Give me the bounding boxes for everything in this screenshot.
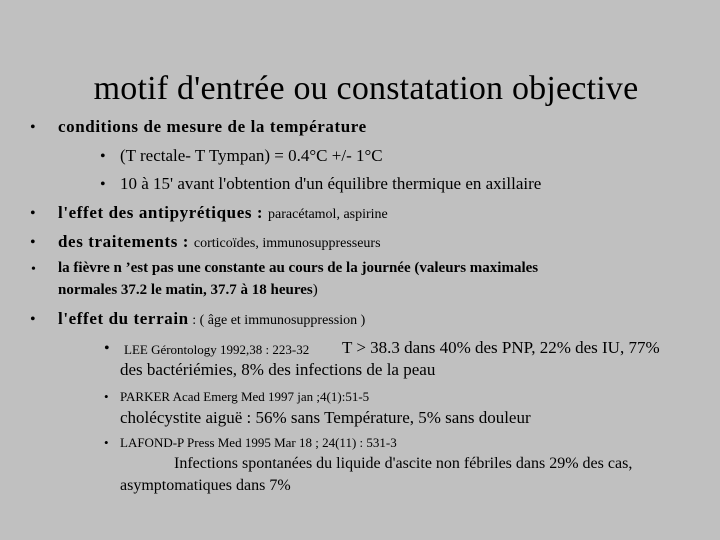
item-antipyretics-detail: paracétamol, aspirine: [268, 207, 388, 222]
sub-bullet: •: [104, 435, 109, 450]
bullet: •: [30, 311, 36, 328]
item-fever-variation-label: la fièvre n ’est pas une constante au cours de la journée: [58, 260, 411, 276]
sub-item-rectal-tympan: (T rectale- T Tympan) = 0.4°C +/- 1°C: [120, 146, 383, 165]
bullet: •: [30, 119, 36, 136]
sub-item-lafond-text: Infections spontanées du liquide d'ascite non fébriles dans 29% des cas,: [174, 455, 633, 472]
item-antipyretics: [58, 203, 388, 223]
item-terrain-label: l'effet du terrain: [58, 309, 189, 328]
sub-item-lee: [124, 339, 309, 359]
sub-item-parker-text: cholécystite aiguë : 56% sans Température, 5% sans douleur: [120, 408, 531, 427]
reference-lafond: LAFOND-P Press Med 1995 Mar 18 ; 24(11) : 531-3: [120, 435, 397, 450]
item-antipyretics-label: l'effet des antipyrétiques :: [58, 203, 269, 222]
sub-item-lafond-text-line2: asymptomatiques dans 7%: [120, 477, 291, 494]
sub-item-lee-text-line2: des bactériémies, 8% des infections de la peau: [120, 360, 436, 379]
item-fever-variation-values: normales 37.2 le matin, 37.7 à 18 heures: [58, 282, 313, 298]
sub-bullet: •: [100, 148, 106, 165]
item-fever-variation-close: ): [312, 282, 318, 298]
item-fever-variation-paren: (valeurs maximales: [410, 260, 539, 276]
item-measure-conditions: [58, 117, 367, 137]
sub-item-axillary: 10 à 15' avant l'obtention d'un équilibre thermique en axillaire: [120, 174, 542, 193]
item-terrain: [58, 309, 365, 329]
reference-parker: PARKER Acad Emerg Med 1997 jan ;4(1):51-5: [120, 389, 370, 404]
item-measure-conditions-text: conditions de mesure de la température: [58, 117, 367, 136]
item-fever-variation-line2: [58, 282, 318, 299]
sub-item-lee-text: T > 38.3 dans 40% des PNP, 22% des IU, 77%: [342, 338, 660, 357]
sub-bullet: •: [104, 389, 109, 404]
bullet: •: [30, 234, 36, 251]
item-treatments-detail: corticoïdes, immunosuppresseurs: [193, 236, 381, 251]
sub-bullet: •: [100, 176, 106, 193]
slide-title: motif d'entrée ou constatation objective: [93, 70, 639, 107]
item-fever-variation-line1: [58, 260, 538, 277]
item-terrain-detail: : ( âge et immunosuppression ): [188, 313, 366, 328]
item-treatments: [58, 232, 381, 252]
reference-lee: LEE Gérontology 1992,38 : 223-32: [124, 342, 310, 357]
sub-bullet: •: [104, 340, 110, 357]
item-treatments-label: des traitements :: [58, 232, 194, 251]
bullet: •: [30, 205, 36, 222]
bullet: •: [31, 262, 36, 277]
